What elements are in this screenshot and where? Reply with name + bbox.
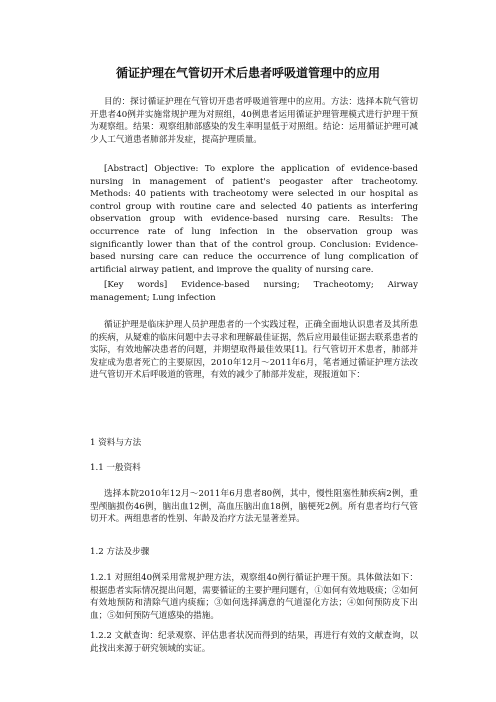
section-1-1-paragraph: 选择本院2010年12月～2011年6月患者80例，其中，慢性阻塞性肺疾病2例，重型颅脑损伤46例，脑出血12例，高血压脑出血18例，脑梗死2例。所有患者均行气管切开术。两组患者的性别、年龄及治疗方法无显著差异。 [90,489,418,525]
abstract-chinese: 目的：探讨循证护理在气管切开患者呼吸道管理中的应用。方法：选择本院气管切开患者40例并实施常规护理为对照组，40例患者运用循证护理管理模式进行护理干预为观察组。结果：观察组肺部感染的发生率明显低于对照组。结论：运用循证护理可减少人工气道患者肺部并发症，提高护理质量。 [90,97,418,145]
section-heading-1-1: 1.1 一般资料 [90,463,141,473]
section-1-2-1-paragraph: 1.2.1 对照组40例采用常规护理方法，观察组40例行循证护理干预。具体做法如下：根据患者实际情况提出问题，需要循证的主要护理问题有，①如何有效地吸痰；②如何有效地预防和清除气道内痰痂；③如何选择满意的气道湿化方法；④如何预防皮下出血；⑤如何预防气道感染的措施。 [90,573,418,621]
keywords-english: [Key words] Evidence-based nursing; Tracheotomy; Airway management; Lung infection [90,280,418,303]
intro-paragraph: 循证护理是临床护理人员护理患者的一个实践过程，正确全面地认识患者及其所患的疾病，从疑难的临床问题中去寻求和理解最佳证据，然后应用最佳证据去联系患者的实际，有效地解决患者的问题，并期望取得最佳效果[1]。行气管切开术患者，肺部并发症成为患者死亡的主要原因，2010年12月～2011年6月，笔者通过循证护理方法改进气管切开术后呼吸道的管理，有效的减少了肺部并发症，现报道如下： [90,320,418,381]
section-1-2-2-paragraph: 1.2.2 文献查询：纪录观察、评估患者状况而得到的结果，再进行有效的文献查询，以此找出来源于研究领域的实证。 [90,631,418,654]
paper-title: 循证护理在气管切开术后患者呼吸道管理中的应用 [115,66,380,80]
abstract-english: [Abstract] Objective: To explore the application of evidence-based nursing in management of patient's peogaster after tracheotomy. Methods: 40 patients with tracheotomy were selected in our hospital as control group with routine care and selected 40 patients as interfering observation group with evidence-based nursing care. Results: The occurrence rate of lung infection in the observation group was significantly lower than that of the control group. Conclusion: Evidence-based nursing care can reduce the occurrence of lung complication of artificial airway patient, and improve the quality of nursing care. [90,164,418,275]
section-heading-1-2: 1.2 方法及步骤 [90,547,150,557]
section-heading-1: 1 资料与方法 [90,438,142,448]
